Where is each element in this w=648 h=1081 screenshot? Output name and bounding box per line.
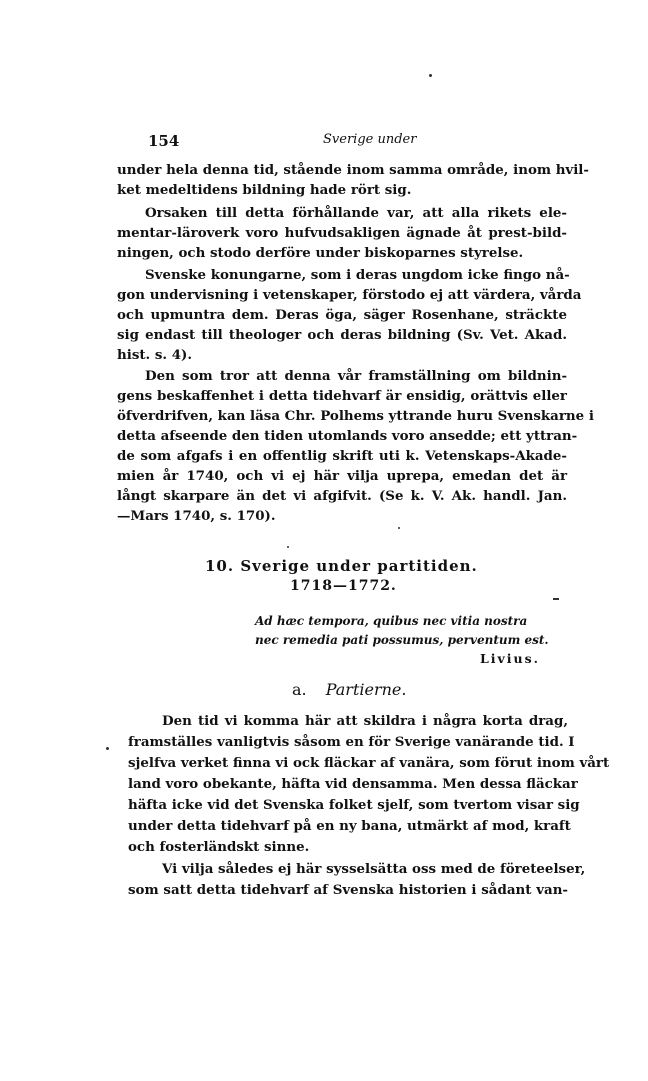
subsection-title: Partierne.: [325, 680, 407, 699]
epigraph-author: Livius.: [480, 651, 541, 666]
text-line: framställes vanligtvis såsom en för Sverige vanärande tid. I: [128, 734, 575, 750]
text-line: de som afgafs i en offentlig skrift uti k. Vetenskaps-Akade-: [117, 448, 567, 464]
text-line: öfverdrifven, kan läsa Chr. Polhems yttrande huru Svenskarne i: [117, 408, 594, 424]
text-line: —Mars 1740, s. 170).: [117, 508, 276, 524]
text-line: sig endast till theologer och deras bildning (Sv. Vet. Akad.: [117, 327, 567, 343]
section-title: 10. Sverige under partitiden.: [205, 557, 478, 575]
text-line: häfta icke vid det Svenska folket sjelf, som tvertom visar sig: [128, 797, 580, 813]
text-line: och upmuntra dem. Deras öga, säger Rosenhane, sträckte: [117, 307, 567, 323]
text-line: ket medeltidens bildning hade rört sig.: [117, 182, 412, 198]
running-head: Sverige under: [323, 132, 417, 147]
text-line: och fosterländskt sinne.: [128, 839, 310, 855]
text-line: Svenske konungarne, som i deras ungdom icke fingo nå-: [145, 267, 570, 283]
text-line: detta afseende den tiden utomlands voro ansedde; ett yttran-: [117, 428, 578, 444]
text-line: Den som tror att denna vår framställning om bildnin-: [145, 368, 567, 384]
subsection-label: a.: [292, 680, 307, 699]
speck-mark: [287, 546, 289, 548]
text-line: Orsaken till detta förhållande var, att alla rikets ele-: [145, 205, 567, 221]
text-line: mien år 1740, och vi ej här vilja uprepa, emedan det är: [117, 468, 567, 484]
text-line: Vi vilja således ej här sysselsätta oss med de företeelser,: [162, 861, 586, 877]
epigraph-line: nec remedia pati possumus, perventum est.: [255, 633, 549, 647]
text-line: land voro obekante, häfta vid densamma. Men dessa fläckar: [128, 776, 578, 792]
speck-mark: [553, 598, 559, 600]
text-line: som satt detta tidehvarf af Svenska historien i sådant van-: [128, 882, 568, 898]
page-number: 154: [148, 132, 180, 150]
text-line: under hela denna tid, stående inom samma område, inom hvil-: [117, 162, 589, 178]
text-line: under detta tidehvarf på en ny bana, utmärkt af mod, kraft: [128, 818, 571, 834]
text-line: hist. s. 4).: [117, 347, 193, 363]
section-years: 1718—1772.: [290, 578, 397, 594]
text-line: ningen, och stodo derföre under biskoparnes styrelse.: [117, 245, 524, 261]
text-line: sjelfva verket finna vi ock fläckar af vanära, som förut inom vårt: [128, 755, 610, 771]
epigraph-line: Ad hæc tempora, quibus nec vitia nostra: [255, 614, 528, 628]
text-line: gens beskaffenhet i detta tidehvarf är ensidig, orättvis eller: [117, 388, 567, 404]
speck-mark: [398, 527, 400, 529]
speck-mark: [106, 747, 109, 750]
text-line: Den tid vi komma här att skildra i några korta drag,: [162, 713, 568, 729]
text-line: långt skarpare än det vi afgifvit. (Se k. V. Ak. handl. Jan.: [117, 488, 567, 504]
speck-mark: [429, 74, 432, 77]
page-header: [148, 132, 568, 152]
text-line: gon undervisning i vetenskaper, förstodo ej att värdera, vårda: [117, 287, 582, 303]
text-line: mentar-läroverk voro hufvudsakligen ägnade åt prest-bild-: [117, 225, 567, 241]
subsection-heading: [292, 680, 406, 699]
